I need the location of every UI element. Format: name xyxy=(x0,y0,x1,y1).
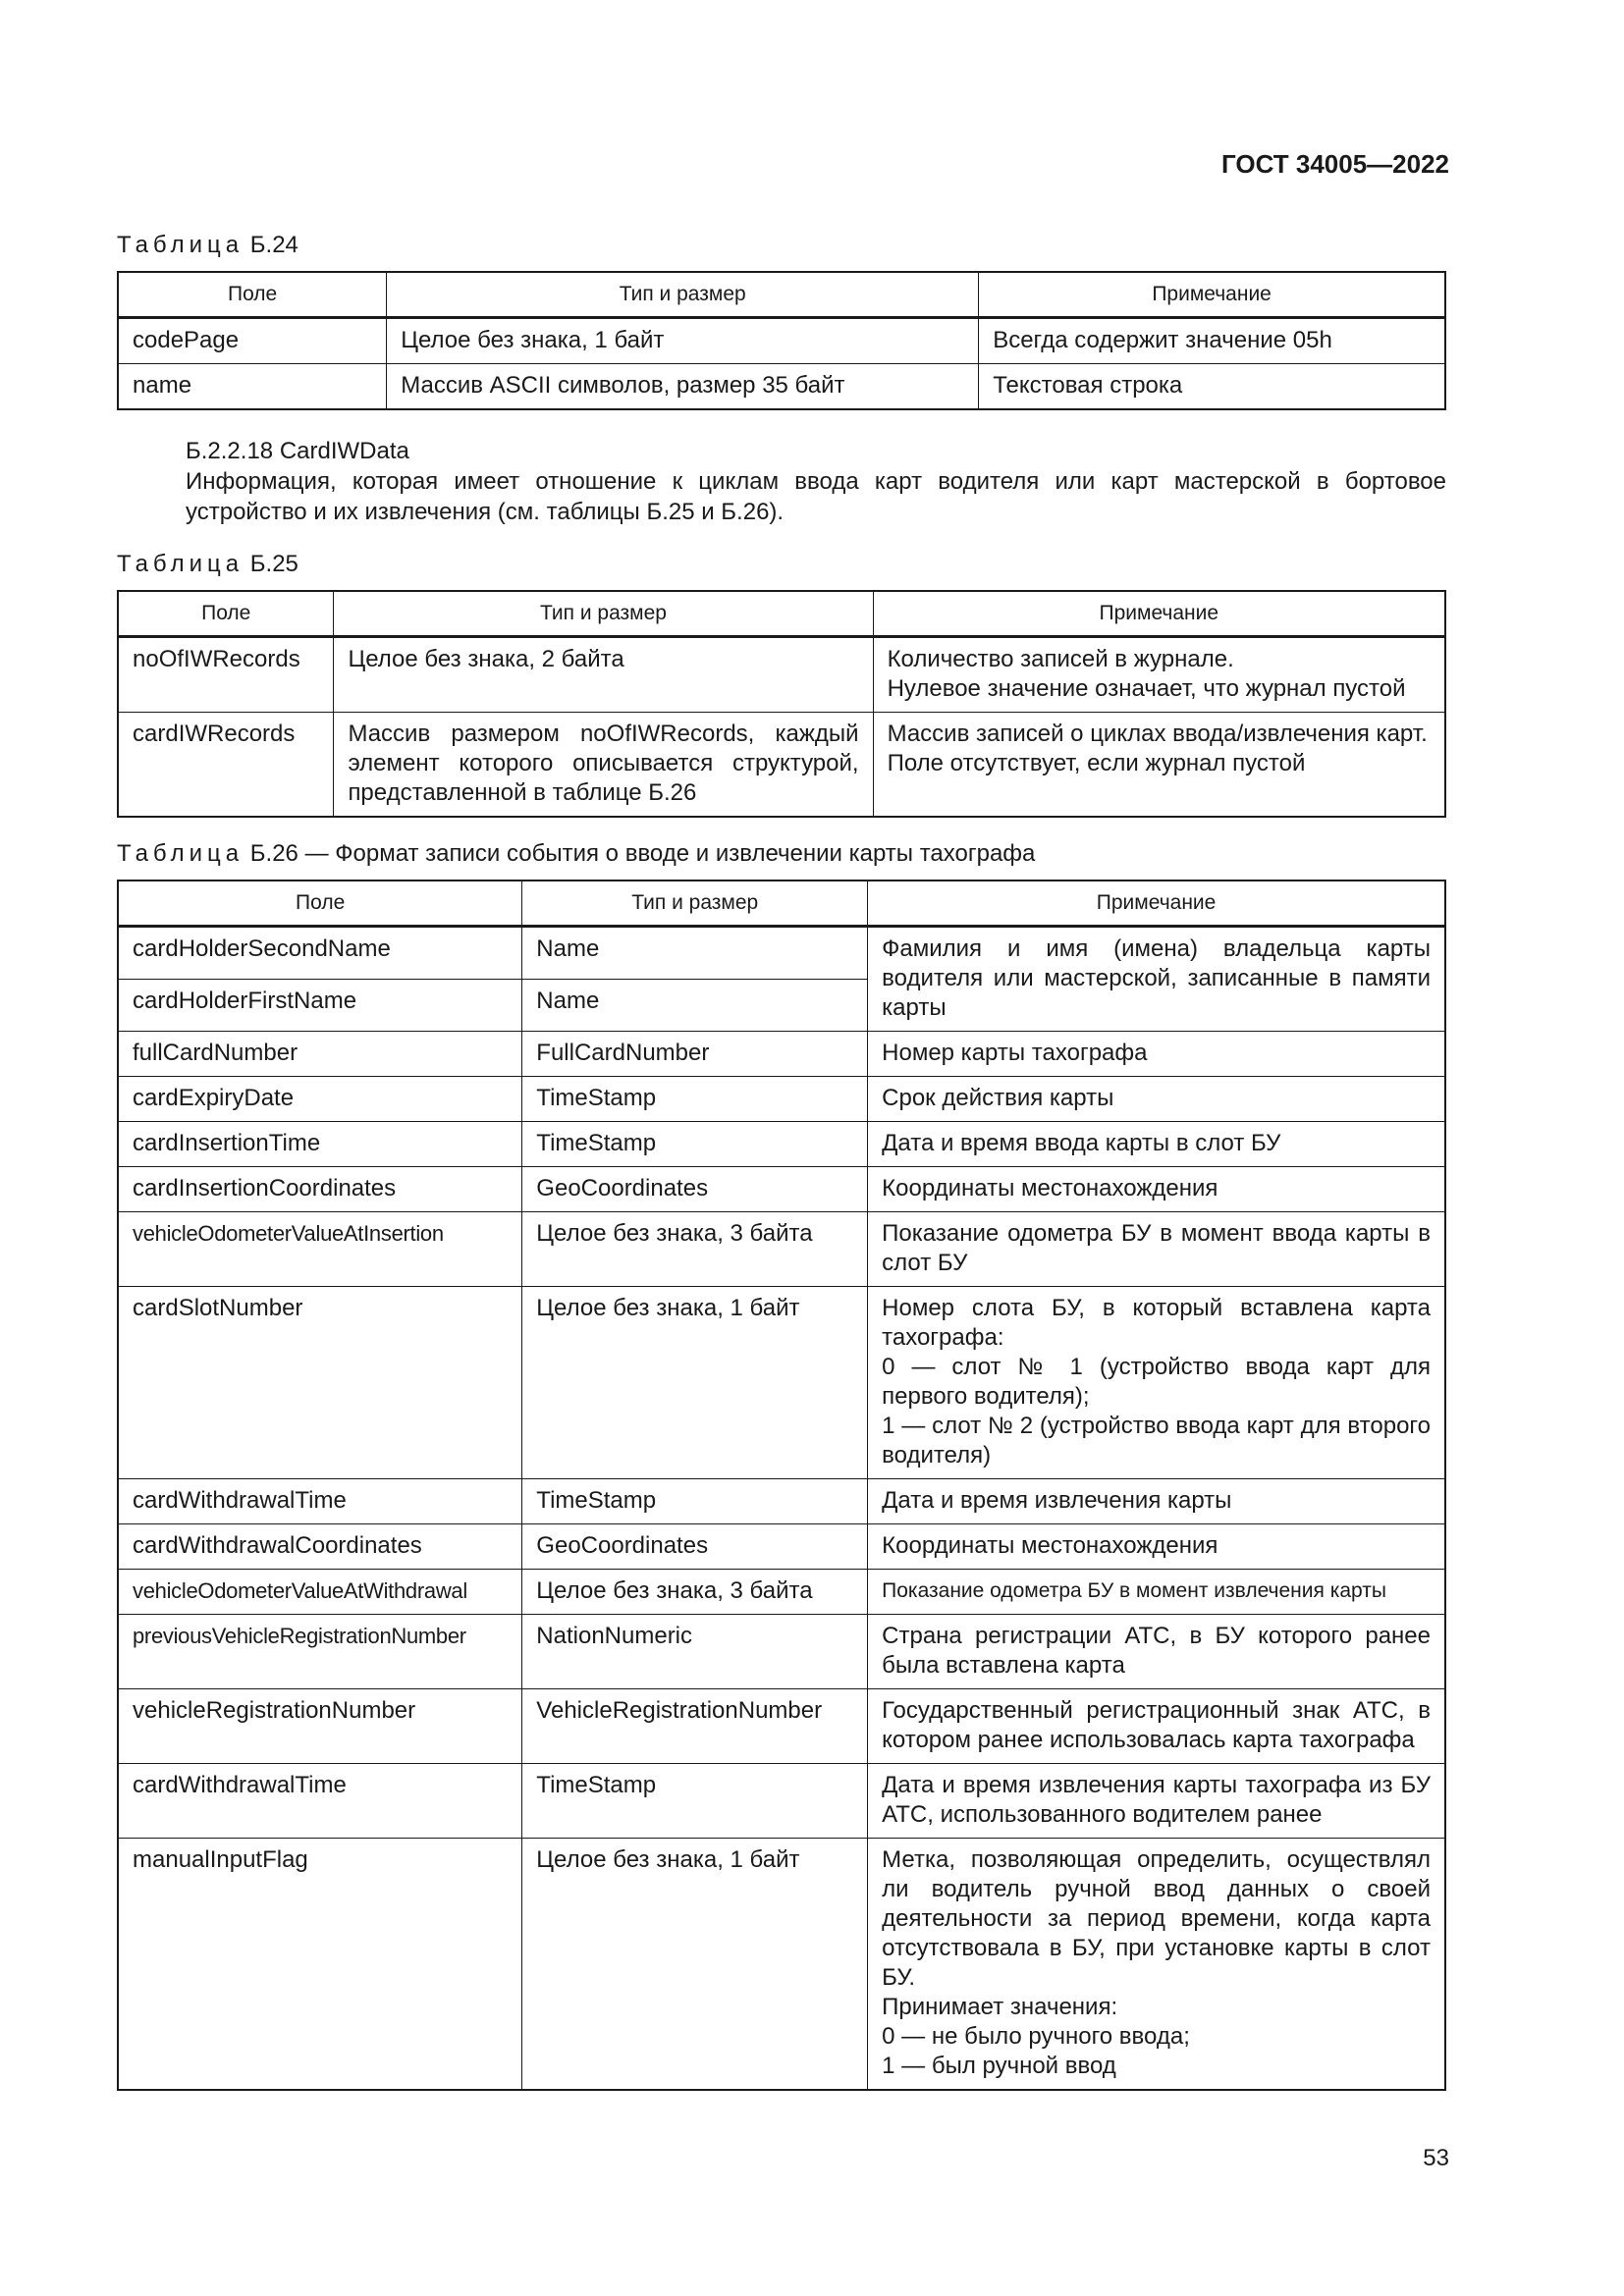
caption-word: Таблица xyxy=(117,232,244,258)
table-row xyxy=(118,1077,1445,1122)
table-b26 xyxy=(117,880,1446,2091)
table-row xyxy=(118,318,1445,364)
table-row xyxy=(118,1287,1445,1479)
cell-note xyxy=(873,713,1445,818)
column-header-note: Примечание xyxy=(868,881,1445,927)
table-header-row xyxy=(118,591,1445,637)
cell-type: Массив размером noOfIWRecords, каждый элемент которого описывается структурой, представленной в таблице Б.26 xyxy=(334,713,873,818)
table-row xyxy=(118,1839,1445,2091)
cell-type: Целое без знака, 1 байт xyxy=(522,1287,868,1479)
note-line: Государственный регистрационный знак АТС, в котором ранее использовалась карта тахографа xyxy=(882,1697,1431,1753)
cell-note xyxy=(868,1122,1445,1167)
cell-type: NationNumeric xyxy=(522,1615,868,1689)
column-header-note: Примечание xyxy=(873,591,1445,637)
table-header-row xyxy=(118,272,1445,318)
cell-note xyxy=(868,1615,1445,1689)
cell-type: GeoCoordinates xyxy=(522,1524,868,1570)
cell-field: cardHolderSecondName xyxy=(118,927,522,980)
cell-note-merged: Фамилия и имя (имена) владельца карты водителя или мастерской, записанные в памяти карты xyxy=(868,927,1445,1032)
cell-note xyxy=(868,1524,1445,1570)
cell-type: Name xyxy=(522,927,868,980)
cell-field: manualInputFlag xyxy=(118,1839,522,2091)
cell-type: Массив ASCII символов, размер 35 байт xyxy=(387,364,979,410)
caption-word: Таблица xyxy=(117,551,244,577)
table-header-row xyxy=(118,881,1445,927)
table-row xyxy=(118,637,1445,713)
cell-type: TimeStamp xyxy=(522,1077,868,1122)
cell-note xyxy=(868,1479,1445,1524)
note-line: Номер слота БУ, в который вставлена карта тахографа: xyxy=(882,1295,1431,1351)
cell-field: cardInsertionTime xyxy=(118,1122,522,1167)
section-heading: Б.2.2.18 CardIWData xyxy=(186,438,409,464)
table-row xyxy=(118,1524,1445,1570)
table-b24-caption xyxy=(117,232,298,259)
cell-type: VehicleRegistrationNumber xyxy=(522,1689,868,1764)
cell-note: Всегда содержит значение 05h xyxy=(979,318,1445,364)
cell-note xyxy=(868,1077,1445,1122)
cell-note xyxy=(868,1570,1445,1615)
column-header-field: Поле xyxy=(118,272,387,318)
page-number: 53 xyxy=(1423,2145,1449,2171)
note-line: Дата и время извлечения карты xyxy=(882,1487,1232,1514)
column-header-field: Поле xyxy=(118,881,522,927)
table-row xyxy=(118,1167,1445,1212)
cell-field: cardWithdrawalCoordinates xyxy=(118,1524,522,1570)
cell-field: cardWithdrawalTime xyxy=(118,1764,522,1839)
table-row xyxy=(118,1570,1445,1615)
table-row xyxy=(118,1615,1445,1689)
section-block xyxy=(117,436,1446,527)
cell-type: Целое без знака, 3 байта xyxy=(522,1212,868,1287)
cell-note xyxy=(868,1839,1445,2091)
column-header-type: Тип и размер xyxy=(387,272,979,318)
section-paragraph: Информация, которая имеет отношение к циклам ввода карт водителя или карт мастерской в бортовое устройство и их извлечения (см. таблицы Б.25 и Б.26). xyxy=(186,468,1446,525)
cell-field: vehicleOdometerValueAtWithdrawal xyxy=(118,1570,522,1615)
table-row xyxy=(118,927,1445,980)
table-row xyxy=(118,713,1445,818)
cell-field: cardInsertionCoordinates xyxy=(118,1167,522,1212)
cell-note xyxy=(868,1167,1445,1212)
table-row xyxy=(118,1122,1445,1167)
note-line: Поле отсутствует, если журнал пустой xyxy=(887,750,1306,776)
column-header-field: Поле xyxy=(118,591,334,637)
cell-field: cardSlotNumber xyxy=(118,1287,522,1479)
cell-type: TimeStamp xyxy=(522,1122,868,1167)
table-row xyxy=(118,1764,1445,1839)
note-line: Нулевое значение означает, что журнал пустой xyxy=(887,675,1406,702)
cell-type: TimeStamp xyxy=(522,1479,868,1524)
cell-field: vehicleRegistrationNumber xyxy=(118,1689,522,1764)
note-line: Дата и время извлечения карты тахографа из БУ АТС, использованного водителем ранее xyxy=(882,1772,1431,1828)
cell-field: cardHolderFirstName xyxy=(118,980,522,1032)
caption-word: Таблица xyxy=(117,840,244,867)
note-line: Координаты местонахождения xyxy=(882,1532,1218,1559)
note-line: Дата и время ввода карты в слот БУ xyxy=(882,1130,1281,1156)
cell-field: cardWithdrawalTime xyxy=(118,1479,522,1524)
table-row xyxy=(118,1479,1445,1524)
cell-field: cardIWRecords xyxy=(118,713,334,818)
cell-note xyxy=(868,1212,1445,1287)
cell-type: Name xyxy=(522,980,868,1032)
cell-type: TimeStamp xyxy=(522,1764,868,1839)
table-row xyxy=(118,1212,1445,1287)
column-header-type: Тип и размер xyxy=(522,881,868,927)
note-line: 0 — не было ручного ввода; xyxy=(882,2023,1190,2050)
caption-number: Б.25 xyxy=(249,551,298,577)
table-b25 xyxy=(117,590,1446,818)
note-line: Страна регистрации АТС, в БУ которого ранее была вставлена карта xyxy=(882,1623,1431,1679)
note-line: Массив записей о циклах ввода/извлечения карт. xyxy=(887,721,1428,747)
cell-field: noOfIWRecords xyxy=(118,637,334,713)
cell-field: fullCardNumber xyxy=(118,1032,522,1077)
note-line: Метка, позволяющая определить, осуществлял ли водитель ручной ввод данных о своей деятельности за период времени, когда карта отсутствовала в БУ, при установке карты в слот БУ. xyxy=(882,1846,1431,1991)
cell-type: Целое без знака, 2 байта xyxy=(334,637,873,713)
cell-note xyxy=(873,637,1445,713)
cell-type: GeoCoordinates xyxy=(522,1167,868,1212)
cell-note: Текстовая строка xyxy=(979,364,1445,410)
table-row xyxy=(118,1689,1445,1764)
caption-title: — Формат записи события о вводе и извлечении карты тахографа xyxy=(304,840,1036,867)
column-header-type: Тип и размер xyxy=(334,591,873,637)
table-b25-caption xyxy=(117,551,298,578)
note-line: Показание одометра БУ в момент извлечения карты xyxy=(882,1579,1386,1602)
note-line: Номер карты тахографа xyxy=(882,1040,1148,1066)
cell-note xyxy=(868,1287,1445,1479)
note-line: Срок действия карты xyxy=(882,1085,1114,1111)
table-b26-caption xyxy=(117,840,1035,868)
cell-field: name xyxy=(118,364,387,410)
cell-type: FullCardNumber xyxy=(522,1032,868,1077)
cell-note xyxy=(868,1689,1445,1764)
cell-type: Целое без знака, 3 байта xyxy=(522,1570,868,1615)
document-id: ГОСТ 34005—2022 xyxy=(1221,149,1449,179)
note-line: 1 — был ручной ввод xyxy=(882,2053,1116,2079)
caption-number: Б.26 xyxy=(249,840,298,867)
cell-field: previousVehicleRegistrationNumber xyxy=(118,1615,522,1689)
note-line: Количество записей в журнале. xyxy=(887,646,1234,672)
note-line: 1 — слот № 2 (устройство ввода карт для второго водителя) xyxy=(882,1413,1431,1468)
cell-type: Целое без знака, 1 байт xyxy=(522,1839,868,2091)
caption-number: Б.24 xyxy=(249,232,298,258)
cell-note xyxy=(868,1764,1445,1839)
cell-note xyxy=(868,1032,1445,1077)
note-line: Показание одометра БУ в момент ввода карты в слот БУ xyxy=(882,1220,1431,1276)
table-b24 xyxy=(117,271,1446,410)
note-line: Принимает значения: xyxy=(882,1994,1118,2020)
column-header-note: Примечание xyxy=(979,272,1445,318)
cell-field: cardExpiryDate xyxy=(118,1077,522,1122)
table-row xyxy=(118,364,1445,410)
cell-type: Целое без знака, 1 байт xyxy=(387,318,979,364)
cell-field: vehicleOdometerValueAtInsertion xyxy=(118,1212,522,1287)
cell-field: codePage xyxy=(118,318,387,364)
note-line: 0 — слот № 1 (устройство ввода карт для первого водителя); xyxy=(882,1354,1431,1410)
note-line: Координаты местонахождения xyxy=(882,1175,1218,1201)
table-row xyxy=(118,1032,1445,1077)
